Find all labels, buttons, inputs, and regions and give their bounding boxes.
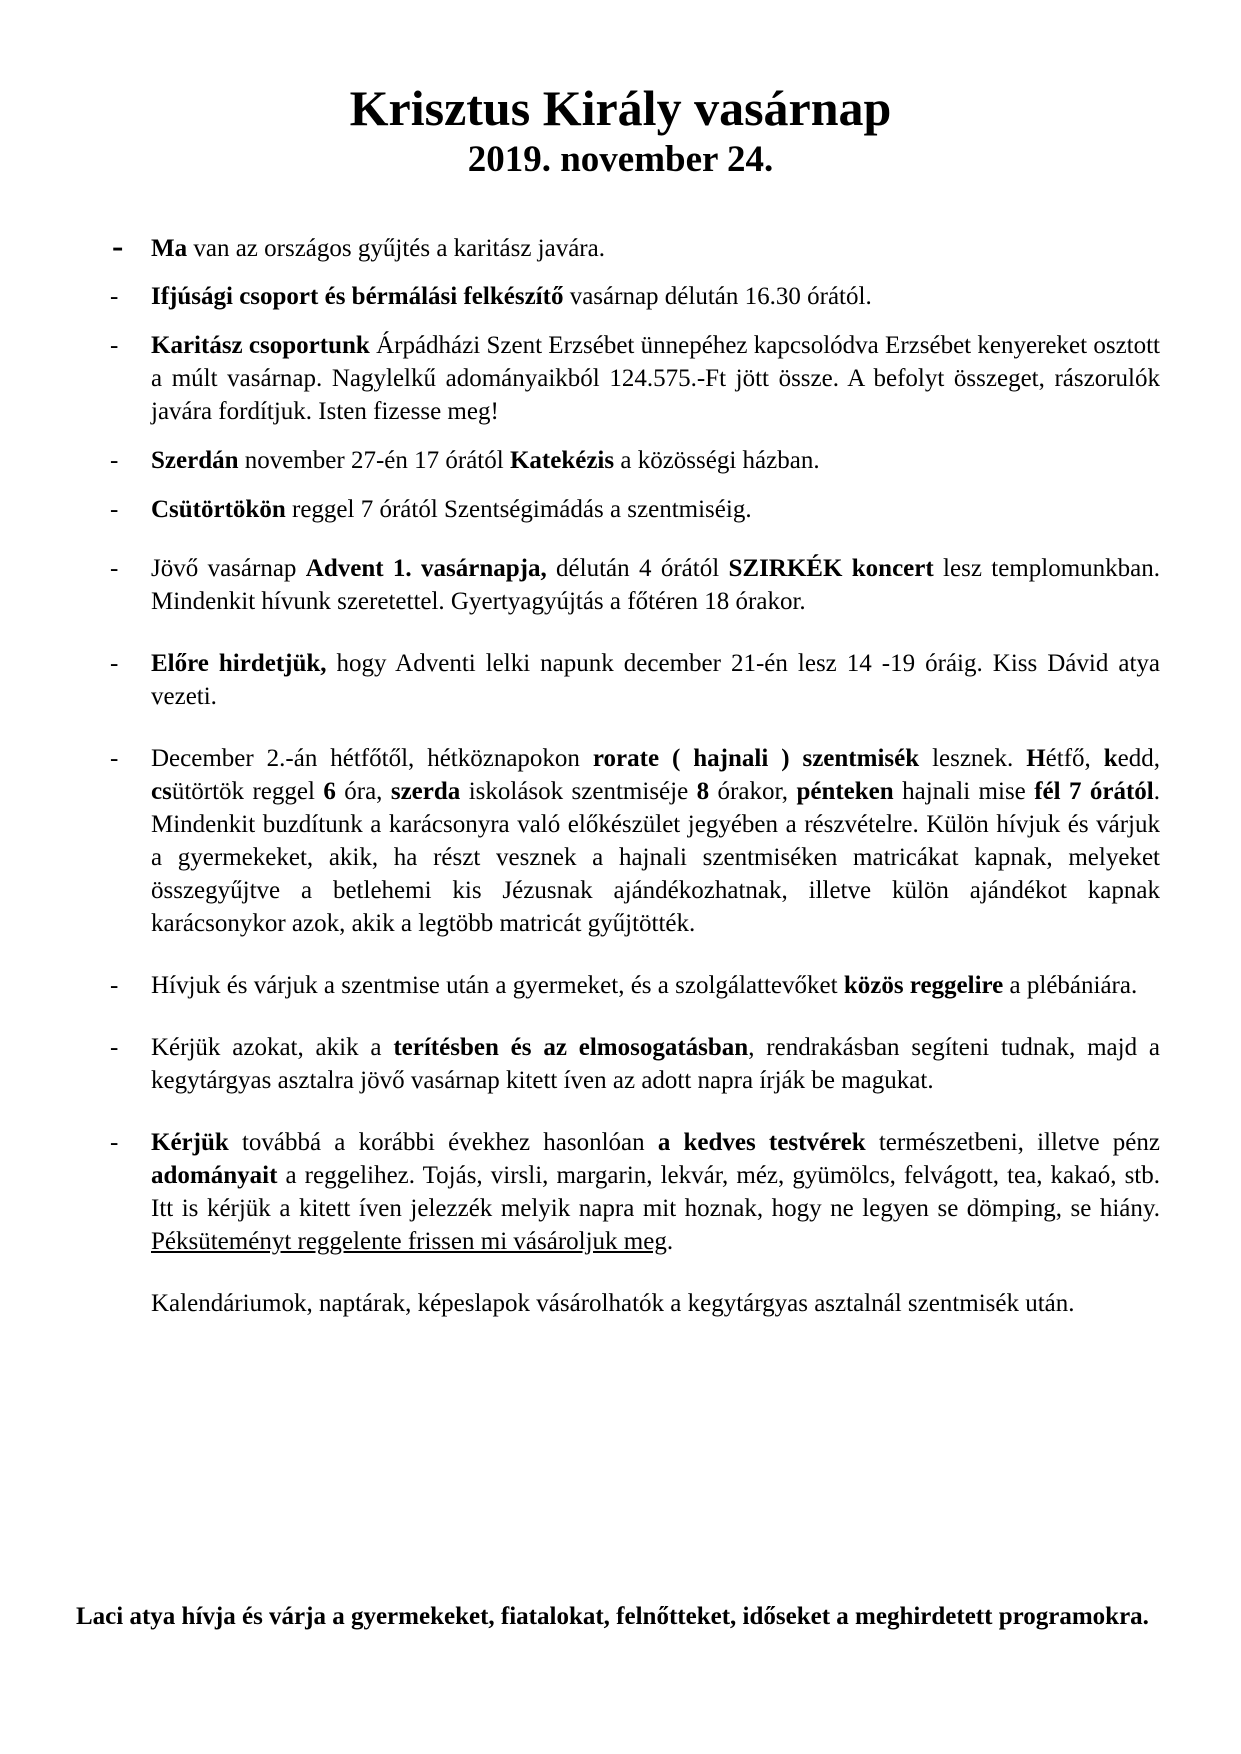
item-text: cs bbox=[151, 778, 172, 805]
item-text: Hívjuk és várjuk a szentmise után a gyermeket, és a szolgálattevőket bbox=[151, 972, 844, 999]
bullet-dash: - bbox=[110, 447, 119, 474]
bullet-dash: - bbox=[110, 332, 119, 359]
item-text: lesznek. bbox=[919, 745, 1027, 772]
bullet-dash: - bbox=[110, 1034, 119, 1061]
announcement-item bbox=[110, 1031, 1160, 1097]
item-text: Jövő vasárnap bbox=[151, 555, 306, 582]
item-text: Karitász csoportunk bbox=[151, 332, 370, 359]
announcement-item bbox=[110, 742, 1160, 940]
item-text: óra, bbox=[335, 778, 391, 805]
item-text: órakor, bbox=[709, 778, 797, 805]
item-text: Katekézis bbox=[509, 447, 615, 474]
item-text: SZIRKÉK koncert bbox=[728, 555, 934, 582]
announcement-item bbox=[110, 493, 1160, 526]
item-text: hogy Adventi lelki napunk december 21-én lesz 14 -19 óráig. Kiss Dávid atya vezeti. bbox=[151, 650, 1160, 710]
announcement-item bbox=[110, 444, 1160, 477]
item-text: Kérjük azokat, akik a bbox=[151, 1034, 394, 1061]
item-text: 8 bbox=[696, 778, 710, 805]
announcement-item bbox=[110, 647, 1160, 713]
item-text: H bbox=[1026, 745, 1046, 772]
item-text: közös reggelire bbox=[843, 972, 1004, 999]
item-text: pénteken bbox=[796, 778, 894, 805]
item-text: reggel 7 órától Szentségimádás a szentmiséig. bbox=[285, 496, 752, 523]
bullet-dash: - bbox=[110, 650, 119, 677]
announcement-list bbox=[110, 228, 1161, 1320]
item-text: Árpádházi Szent Erzsébet ünnepéhez kapcsolódva Erzsébet kenyereket osztott a múlt vasárnap. Nagylelkű adományaikból 124.575.-Ft jött össze. A befolyt összeget, rászorulók javára fordítjuk. Isten fizesse meg! bbox=[151, 332, 1161, 425]
announcement-item bbox=[110, 1126, 1160, 1258]
announcement-item bbox=[110, 969, 1160, 1002]
item-text: november 27-én 17 órától bbox=[238, 447, 510, 474]
underlined-text: Péksüteményt reggelente frissen mi vásároljuk meg bbox=[151, 1228, 667, 1255]
item-text: van az országos gyűjtés a karitász javára. bbox=[187, 235, 605, 262]
item-text: . bbox=[666, 1228, 674, 1255]
bullet-dash: - bbox=[110, 283, 119, 310]
item-text: Ifjúsági csoport és bérmálási felkészítő bbox=[151, 283, 564, 310]
item-text: Csütörtökön bbox=[151, 496, 286, 523]
closing-note: Laci atya hívja és várja a gyermekeket, fiatalokat, felnőtteket, időseket a meghirdetett programokra. bbox=[76, 1603, 1149, 1630]
item-text: . Mindenkit buzdítunk a karácsonyra való előkészület jegyében a részvételre. Külön hívjuk és várjuk a gyermekeket, akik, ha részt vesznek a hajnali szentmiséken matricákat kapnak, melyeket összegyűjtve a betlehemi kis Jézusnak ajándékozhatnak, illetve külön ajándékot kapnak karácsonykor azok, akik a legtöbb matricát gyűjtötték. bbox=[151, 778, 1161, 937]
bullet-dash: - bbox=[110, 555, 119, 582]
item-text: lesz templomunkban. Mindenkit hívunk szeretettel. Gyertyagyújtás a főtéren 18 órakor. bbox=[151, 555, 1160, 615]
item-text: természetbeni, illetve pénz bbox=[865, 1129, 1160, 1156]
announcement-item bbox=[110, 329, 1160, 428]
item-text: terítésben és az elmosogatásban bbox=[393, 1034, 749, 1061]
announcement-item bbox=[110, 228, 1160, 265]
bullet-dash: - bbox=[110, 1129, 119, 1156]
item-text: 6 bbox=[323, 778, 336, 805]
item-text: hajnali mise bbox=[893, 778, 1035, 805]
item-text: Kérjük bbox=[151, 1129, 229, 1156]
item-text: a reggelihez. Tojás, virsli, margarin, lekvár, méz, gyümölcs, felvágott, tea, kakaó, stb. Itt is kérjük a kitett íven jelezzék melyik napra mit hoznak, hogy ne legyen se dömping, se hiány. bbox=[151, 1162, 1160, 1222]
item-text: a plébániára. bbox=[1003, 972, 1138, 999]
announcement-paragraph bbox=[110, 1287, 1160, 1320]
item-text: szerda bbox=[390, 778, 461, 805]
announcement-item bbox=[110, 280, 1160, 313]
item-text: délután 4 órától bbox=[546, 555, 729, 582]
item-text: k bbox=[1103, 745, 1118, 772]
bullet-dash: - bbox=[110, 496, 119, 523]
bullet-dash: - bbox=[110, 745, 119, 772]
page-date: 2019. november 24. bbox=[467, 139, 774, 180]
item-text: továbbá a korábbi évekhez hasonlóan bbox=[228, 1129, 658, 1156]
page-title: Krisztus Király vasárnap bbox=[349, 80, 892, 136]
item-text: Ma bbox=[151, 235, 188, 262]
item-text: étfő, bbox=[1045, 745, 1104, 772]
item-text: December 2.-án hétfőtől, hétköznapokon bbox=[151, 745, 593, 772]
bullet-dash: - bbox=[112, 228, 124, 265]
item-text: Szerdán bbox=[151, 447, 239, 474]
item-text: fél 7 órától bbox=[1034, 778, 1154, 805]
item-text: , rendrakásban segíteni tudnak, majd a kegytárgyas asztalra jövő vasárnap kitett íven az adott napra írják be magukat. bbox=[151, 1034, 1160, 1094]
bullet-dash: - bbox=[110, 972, 119, 999]
item-text: rorate ( hajnali ) szentmisék bbox=[592, 745, 920, 772]
announcement-item bbox=[110, 552, 1160, 618]
item-text: adományait bbox=[151, 1162, 278, 1189]
item-text: a kedves testvérek bbox=[657, 1129, 866, 1156]
item-text: a közösségi házban. bbox=[614, 447, 820, 474]
item-text: vasárnap délután 16.30 órától. bbox=[563, 283, 872, 310]
item-text: ütörtök reggel bbox=[171, 778, 324, 805]
item-text: Előre hirdetjük, bbox=[151, 650, 327, 677]
item-text: Kalendáriumok, naptárak, képeslapok vásárolhatók a kegytárgyas asztalnál szentmisék után. bbox=[151, 1290, 1075, 1317]
item-text: iskolások szentmiséje bbox=[460, 778, 697, 805]
item-text: edd, bbox=[1117, 745, 1160, 772]
item-text: Advent 1. vasárnapja, bbox=[305, 555, 547, 582]
